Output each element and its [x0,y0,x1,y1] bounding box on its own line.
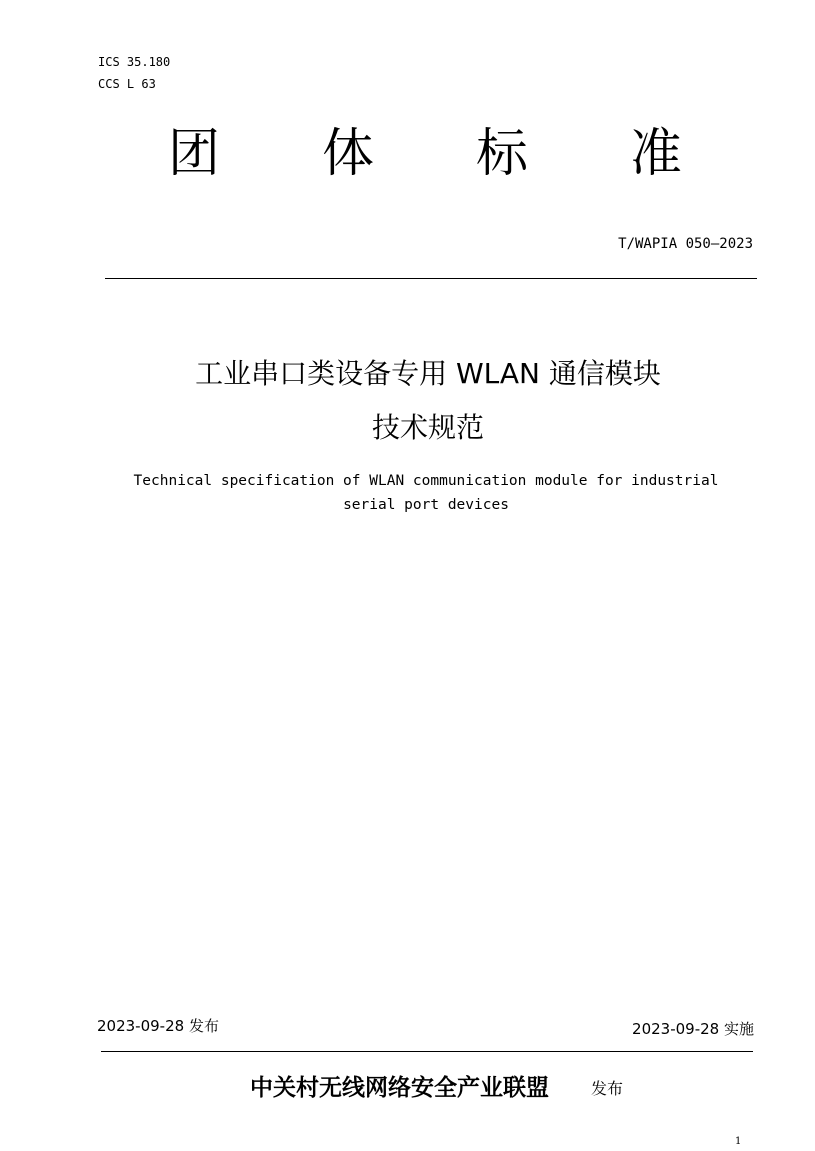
ccs-code: CCS L 63 [98,77,156,91]
title-en-line1: Technical specification of WLAN communication module for industrial [133,473,719,489]
heading-char-4: 准 [630,124,683,184]
heading-char-2: 体 [322,124,375,184]
header-divider [105,278,757,279]
page-number: 1 [735,1136,742,1147]
implement-date: 2023-09-28 实施 [632,1020,754,1038]
title-zh-line1: 工业串口类设备专用 WLAN 通信模块 [195,357,661,390]
footer-divider [101,1051,753,1052]
publish-date: 2023-09-28 发布 [97,1017,219,1035]
heading-char-3: 标 [476,124,529,184]
publisher-name: 中关村无线网络安全产业联盟 [250,1075,549,1101]
title-en-line2: serial port devices [343,497,509,513]
ics-code: ICS 35.180 [98,55,171,69]
publisher-action: 发布 [591,1079,624,1098]
standard-number: T/WAPIA 050—2023 [618,236,753,252]
title-zh-line2: 技术规范 [371,411,484,444]
heading-char-1: 团 [168,124,221,184]
